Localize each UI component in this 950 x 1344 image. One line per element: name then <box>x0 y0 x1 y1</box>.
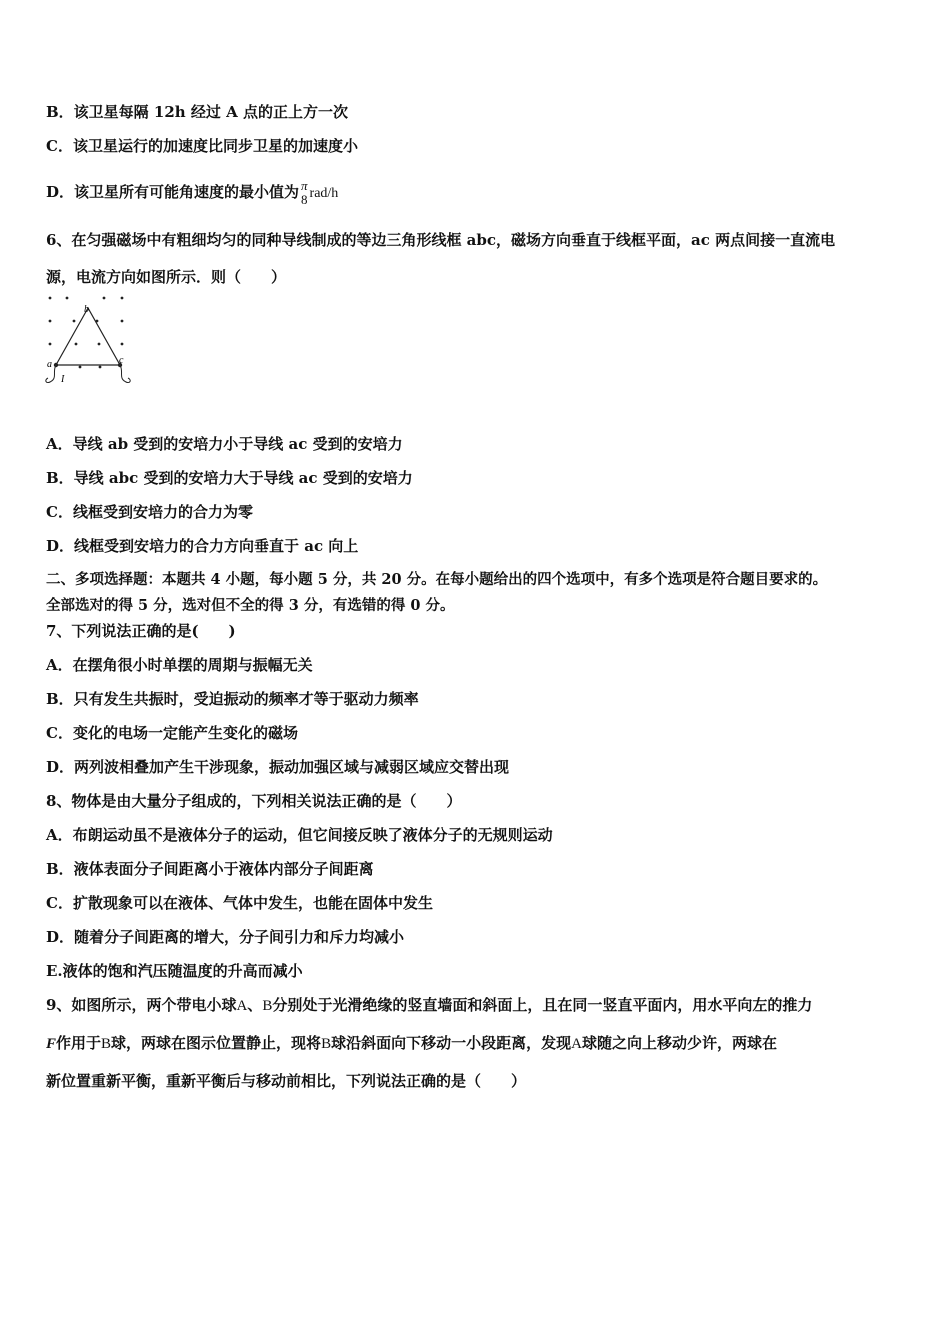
q6-stem-line2: 源，电流方向如图所示．则（ ） <box>46 268 287 286</box>
q6-option-a: A．导线 ab 受到的安培力小于导线 ac 受到的安培力 <box>46 435 403 453</box>
q6-option-b: B．导线 abc 受到的安培力大于导线 ac 受到的安培力 <box>46 469 413 487</box>
label-c: c <box>119 355 124 366</box>
q9-stem-line1: 9、如图所示，两个带电小球A、B分别处于光滑绝缘的竖直墙面和斜面上，且在同一竖直平面内，用水平向左的推力 <box>46 996 813 1014</box>
triangle-frame-diagram <box>40 290 135 395</box>
q6-option-c: C．线框受到安培力的合力为零 <box>46 503 253 521</box>
pi-over-8-fraction: π 8 <box>301 178 308 207</box>
q7-option-c: C．变化的电场一定能产生变化的磁场 <box>46 724 298 742</box>
q5-option-d: D．该卫星所有可能角速度的最小值为 π 8 rad/h <box>46 178 339 207</box>
label-b: b <box>84 304 89 315</box>
q9-stem-line3: 新位置重新平衡，重新平衡后与移动前相比，下列说法正确的是（ ） <box>46 1072 527 1090</box>
q7-option-a: A．在摆角很小时单摆的周期与振幅无关 <box>46 656 313 674</box>
q7-stem: 7、下列说法正确的是( ) <box>46 622 236 640</box>
section2-heading-line1: 二、多项选择题：本题共 4 小题，每小题 5 分，共 20 分。在每小题给出的四个选项中，有多个选项是符合题目要求的。 <box>46 571 828 588</box>
label-current-i: I <box>61 374 65 385</box>
triangle-abc <box>56 308 120 365</box>
q9-stem-line2: F作用于B球，两球在图示位置静止，现将B球沿斜面向下移动一小段距离，发现A球随之向上移动少许，两球在 <box>46 1034 777 1052</box>
q6-option-d: D．线框受到安培力的合力方向垂直于 ac 向上 <box>46 537 359 555</box>
q7-option-d: D．两列波相叠加产生干涉现象，振动加强区域与减弱区域应交替出现 <box>46 758 510 776</box>
right-lead-wire <box>120 365 130 383</box>
q5-option-b: B．该卫星每隔 12h 经过 A 点的正上方一次 <box>46 103 348 121</box>
q8-option-d: D．随着分子间距离的增大，分子间引力和斥力均减小 <box>46 928 405 946</box>
q8-stem: 8、物体是由大量分子组成的，下列相关说法正确的是（ ） <box>46 792 462 810</box>
q8-option-a: A．布朗运动虽不是液体分子的运动，但它间接反映了液体分子的无规则运动 <box>46 826 553 844</box>
q8-option-e: E.液体的饱和汽压随温度的升高而减小 <box>46 962 303 980</box>
q6-stem-line1: 6、在匀强磁场中有粗细均匀的同种导线制成的等边三角形线框 abc，磁场方向垂直于线框平面，ac 两点间接一直流电 <box>46 231 836 249</box>
q8-option-b: B．液体表面分子间距离小于液体内部分子间距离 <box>46 860 374 878</box>
label-a: a <box>47 359 52 370</box>
section2-heading-line2: 全部选对的得 5 分，选对但不全的得 3 分，有选错的得 0 分。 <box>46 597 455 614</box>
q7-option-b: B．只有发生共振时，受迫振动的频率才等于驱动力频率 <box>46 690 419 708</box>
q8-option-c: C．扩散现象可以在液体、气体中发生，也能在固体中发生 <box>46 894 433 912</box>
q5-option-c: C．该卫星运行的加速度比同步卫星的加速度小 <box>46 137 358 155</box>
